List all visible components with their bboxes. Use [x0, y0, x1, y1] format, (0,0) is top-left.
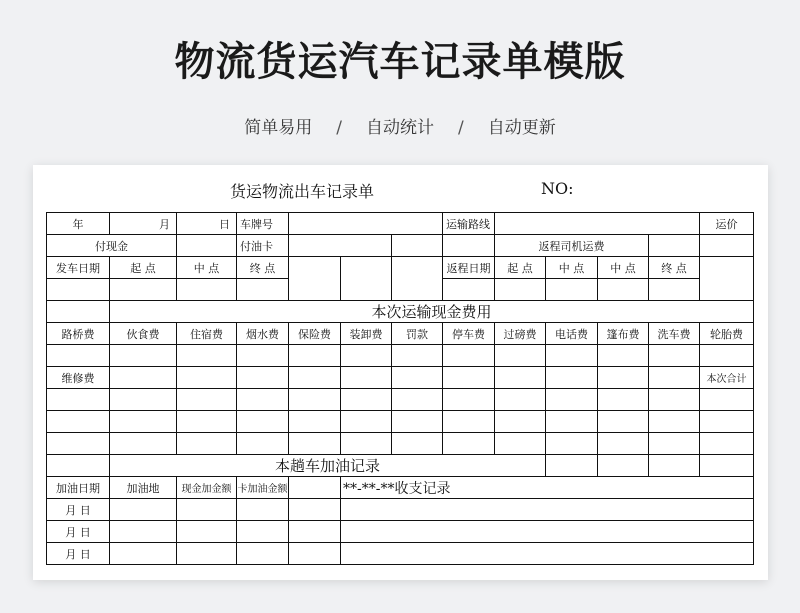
blank-cell[interactable]: [289, 367, 341, 389]
blank-cell[interactable]: [110, 411, 177, 433]
blank-cell[interactable]: [495, 389, 546, 411]
blank-cell[interactable]: [289, 543, 341, 565]
fee-header: 过磅费: [495, 323, 546, 345]
form-number-label: NO:: [541, 179, 574, 198]
fee-header-row: [47, 323, 754, 345]
blank-cell[interactable]: [443, 389, 495, 411]
blank-cell[interactable]: [495, 433, 546, 455]
blank-cell[interactable]: [47, 411, 110, 433]
end-label: 终 点: [237, 257, 289, 279]
route-label: 运输路线: [443, 213, 495, 235]
blank-cell[interactable]: [341, 367, 392, 389]
blank-cell[interactable]: [649, 279, 700, 301]
blank-cell[interactable]: [289, 499, 341, 521]
blank-cell[interactable]: [649, 455, 700, 477]
return-start-label: 起 点: [495, 257, 546, 279]
cash-section-title: 本次运输现金费用: [110, 301, 754, 323]
plate-value[interactable]: [289, 213, 443, 235]
fee-header: 篷布费: [598, 323, 649, 345]
blank-cell[interactable]: [177, 521, 237, 543]
blank-cell[interactable]: [700, 411, 754, 433]
blank-cell[interactable]: [392, 433, 443, 455]
blank-cell[interactable]: [700, 455, 754, 477]
blank-cell[interactable]: [289, 279, 341, 301]
blank-cell[interactable]: [598, 433, 649, 455]
fuel-date-label: 加油日期: [47, 477, 110, 499]
blank-cell[interactable]: [598, 367, 649, 389]
cash-amount-label: 现金加金额: [177, 477, 237, 499]
blank-cell[interactable]: [546, 279, 598, 301]
blank-cell[interactable]: [443, 345, 495, 367]
fee-header: 路桥费: [47, 323, 110, 345]
day-cell: 日: [177, 213, 237, 235]
blank-cell[interactable]: [392, 345, 443, 367]
blank-cell[interactable]: [289, 257, 341, 279]
blank-cell[interactable]: [110, 345, 177, 367]
blank-cell[interactable]: [47, 389, 110, 411]
blank-cell[interactable]: [237, 411, 289, 433]
blank-cell[interactable]: [546, 389, 598, 411]
year-cell: 年: [47, 213, 110, 235]
table-row: [47, 521, 754, 543]
blank-cell[interactable]: [177, 433, 237, 455]
tag-separator: /: [336, 118, 342, 138]
blank-cell[interactable]: [341, 345, 392, 367]
table-row: [47, 411, 754, 433]
feature-tags: [0, 113, 800, 138]
fee-header: 电话费: [546, 323, 598, 345]
table-row: [47, 257, 754, 279]
tag-auto-update: 自动更新: [487, 118, 556, 138]
blank-cell[interactable]: [598, 411, 649, 433]
blank-cell[interactable]: [649, 411, 700, 433]
blank-cell[interactable]: [237, 499, 289, 521]
blank-cell[interactable]: [341, 411, 392, 433]
mid-label: 中 点: [177, 257, 237, 279]
blank-cell[interactable]: [177, 345, 237, 367]
table-row: [47, 345, 754, 367]
blank-cell[interactable]: [289, 521, 341, 543]
fuel-card-value[interactable]: [289, 235, 392, 257]
blank-cell[interactable]: [495, 367, 546, 389]
blank-cell[interactable]: [289, 389, 341, 411]
table-row: [47, 213, 754, 235]
table-row: [47, 235, 754, 257]
blank-cell[interactable]: [289, 411, 341, 433]
blank-cell[interactable]: [392, 235, 443, 257]
month-cell: 月: [110, 213, 177, 235]
blank-cell[interactable]: [289, 345, 341, 367]
cash-value[interactable]: [177, 235, 237, 257]
blank-cell[interactable]: [341, 389, 392, 411]
fee-header: 装卸费: [341, 323, 392, 345]
table-row: [47, 389, 754, 411]
fee-header: 罚款: [392, 323, 443, 345]
blank-cell[interactable]: [110, 433, 177, 455]
record-sheet: [33, 165, 768, 580]
return-driver-fee-label: 返程司机运费: [495, 235, 649, 257]
return-date-label: 返程日期: [443, 257, 495, 279]
income-record-line[interactable]: [341, 521, 754, 543]
blank-cell[interactable]: [546, 367, 598, 389]
blank-cell[interactable]: [649, 235, 700, 257]
fuel-section-title: 本趟车加油记录: [110, 455, 546, 477]
tag-auto-stats: 自动统计: [366, 118, 434, 138]
blank-cell[interactable]: [110, 279, 177, 301]
blank-cell[interactable]: [700, 389, 754, 411]
repair-label: 维修费: [47, 367, 110, 389]
depart-date-label: 发车日期: [47, 257, 110, 279]
blank-cell[interactable]: [237, 521, 289, 543]
blank-cell[interactable]: [47, 279, 110, 301]
blank-cell[interactable]: [495, 345, 546, 367]
price-label: 运价: [700, 213, 754, 235]
tag-easy: 简单易用: [244, 118, 313, 138]
blank-cell[interactable]: [177, 279, 237, 301]
income-record-line[interactable]: [341, 543, 754, 565]
blank-cell[interactable]: [47, 301, 110, 323]
blank-cell[interactable]: [47, 345, 110, 367]
blank-cell[interactable]: [443, 279, 495, 301]
blank-cell[interactable]: [598, 345, 649, 367]
blank-cell[interactable]: [700, 345, 754, 367]
blank-cell[interactable]: [598, 389, 649, 411]
blank-cell[interactable]: [443, 433, 495, 455]
income-record-label: **-**-**收支记录: [341, 477, 754, 499]
blank-cell[interactable]: [341, 433, 392, 455]
fee-header: 烟水费: [237, 323, 289, 345]
tag-separator: /: [458, 118, 464, 138]
blank-cell[interactable]: [341, 279, 392, 301]
route-value[interactable]: [495, 213, 700, 235]
blank-cell[interactable]: [177, 543, 237, 565]
blank-cell[interactable]: [700, 279, 754, 301]
blank-cell[interactable]: [237, 345, 289, 367]
table-row: [47, 499, 754, 521]
blank-cell[interactable]: [177, 367, 237, 389]
fee-header: 停车费: [443, 323, 495, 345]
blank-cell[interactable]: [392, 389, 443, 411]
page-title: 物流货运汽车记录单模版: [174, 39, 626, 85]
blank-cell[interactable]: [649, 367, 700, 389]
blank-cell[interactable]: [289, 477, 341, 499]
blank-cell[interactable]: [546, 345, 598, 367]
cash-label: 付现金: [47, 235, 177, 257]
start-label: 起 点: [110, 257, 177, 279]
blank-cell[interactable]: [110, 543, 177, 565]
blank-cell[interactable]: [110, 521, 177, 543]
blank-cell[interactable]: [177, 499, 237, 521]
blank-cell[interactable]: [700, 235, 754, 257]
blank-cell[interactable]: [443, 367, 495, 389]
fee-header: 轮胎费: [700, 323, 754, 345]
form-title: 货运物流出车记录单: [230, 182, 375, 201]
blank-cell[interactable]: [110, 367, 177, 389]
fee-header: 保险费: [289, 323, 341, 345]
month-day-cell: 月 日: [47, 521, 110, 543]
fee-header: 洗车费: [649, 323, 700, 345]
fuel-card-label: 付油卡: [237, 235, 289, 257]
blank-cell[interactable]: [237, 279, 289, 301]
blank-cell[interactable]: [110, 389, 177, 411]
blank-cell[interactable]: [237, 367, 289, 389]
blank-cell[interactable]: [598, 279, 649, 301]
blank-cell[interactable]: [700, 257, 754, 279]
return-mid1-label: 中 点: [546, 257, 598, 279]
blank-cell[interactable]: [177, 411, 237, 433]
blank-cell[interactable]: [443, 235, 495, 257]
blank-cell[interactable]: [47, 455, 110, 477]
return-end-label: 终 点: [649, 257, 700, 279]
blank-cell[interactable]: [495, 411, 546, 433]
blank-cell[interactable]: [392, 257, 443, 279]
blank-cell[interactable]: [495, 279, 546, 301]
blank-cell[interactable]: [649, 389, 700, 411]
blank-cell[interactable]: [443, 411, 495, 433]
return-mid2-label: 中 点: [598, 257, 649, 279]
income-record-line[interactable]: [341, 499, 754, 521]
blank-cell[interactable]: [177, 389, 237, 411]
blank-cell[interactable]: [649, 433, 700, 455]
blank-cell[interactable]: [700, 433, 754, 455]
fuel-header-row: [47, 477, 754, 499]
table-row: [47, 367, 754, 389]
blank-cell[interactable]: [598, 455, 649, 477]
blank-cell[interactable]: [392, 411, 443, 433]
fuel-place-label: 加油地: [110, 477, 177, 499]
blank-cell[interactable]: [289, 433, 341, 455]
blank-cell[interactable]: [546, 455, 598, 477]
table-row: [47, 543, 754, 565]
blank-cell[interactable]: [392, 367, 443, 389]
blank-cell[interactable]: [546, 433, 598, 455]
fee-header: 住宿费: [177, 323, 237, 345]
plate-label: 车牌号: [237, 213, 289, 235]
blank-cell[interactable]: [649, 345, 700, 367]
table-row: [47, 433, 754, 455]
blank-cell[interactable]: [392, 279, 443, 301]
table-row: [47, 455, 754, 477]
blank-cell[interactable]: [546, 411, 598, 433]
table-row: [47, 301, 754, 323]
month-day-cell: 月 日: [47, 499, 110, 521]
fee-header: 伙食费: [110, 323, 177, 345]
table-row: [47, 279, 754, 301]
card-amount-label: 卡加油金额: [237, 477, 289, 499]
blank-cell[interactable]: [341, 257, 392, 279]
month-day-cell: 月 日: [47, 543, 110, 565]
blank-cell[interactable]: [237, 389, 289, 411]
blank-cell[interactable]: [237, 543, 289, 565]
blank-cell[interactable]: [47, 433, 110, 455]
blank-cell[interactable]: [110, 499, 177, 521]
record-table: [46, 212, 754, 565]
blank-cell[interactable]: [237, 433, 289, 455]
total-label: 本次合计: [700, 367, 754, 389]
